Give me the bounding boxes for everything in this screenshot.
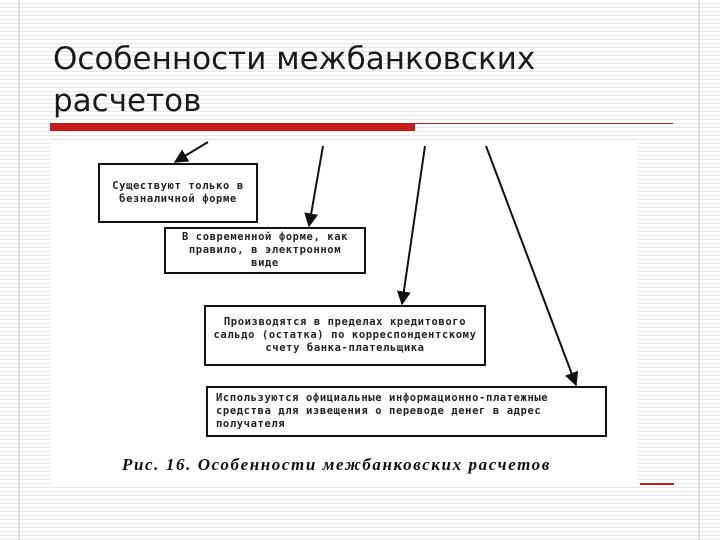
arrow-to-box-2 [309, 146, 323, 226]
diagram-box-3 [204, 305, 486, 366]
slide-left-border [18, 0, 20, 540]
diagram-box-4-text: Используются официальные информационно-платежные средства для извещения о переводе денег в адрес получателя [216, 392, 549, 430]
arrow-to-box-3 [402, 146, 425, 304]
arrow-to-box-4 [486, 146, 576, 385]
figure-accent-line [640, 483, 674, 485]
figure-caption: Рис. 16. Особенности межбанковских расчетов [122, 455, 551, 474]
diagram-box-1 [98, 163, 258, 223]
arrow-to-box-1 [175, 142, 208, 162]
title-underline-thick [50, 123, 415, 131]
diagram-box-1-text: Существуют только в безналичной форме [112, 180, 244, 205]
diagram-box-2 [164, 227, 366, 274]
diagram-box-3-text: Производятся в пределах кредитового сальдо (остатка) по корреспондентскому счету банка-плательщика [213, 316, 477, 354]
diagram-box-4 [206, 386, 607, 437]
title-underline-thin [415, 123, 673, 124]
figure-image [50, 140, 638, 486]
slide-title: Особенности межбанковских расчетов [53, 41, 536, 119]
slide-right-border [698, 0, 700, 540]
diagram-box-2-text: В современной форме, как правило, в электронном виде [181, 231, 349, 269]
